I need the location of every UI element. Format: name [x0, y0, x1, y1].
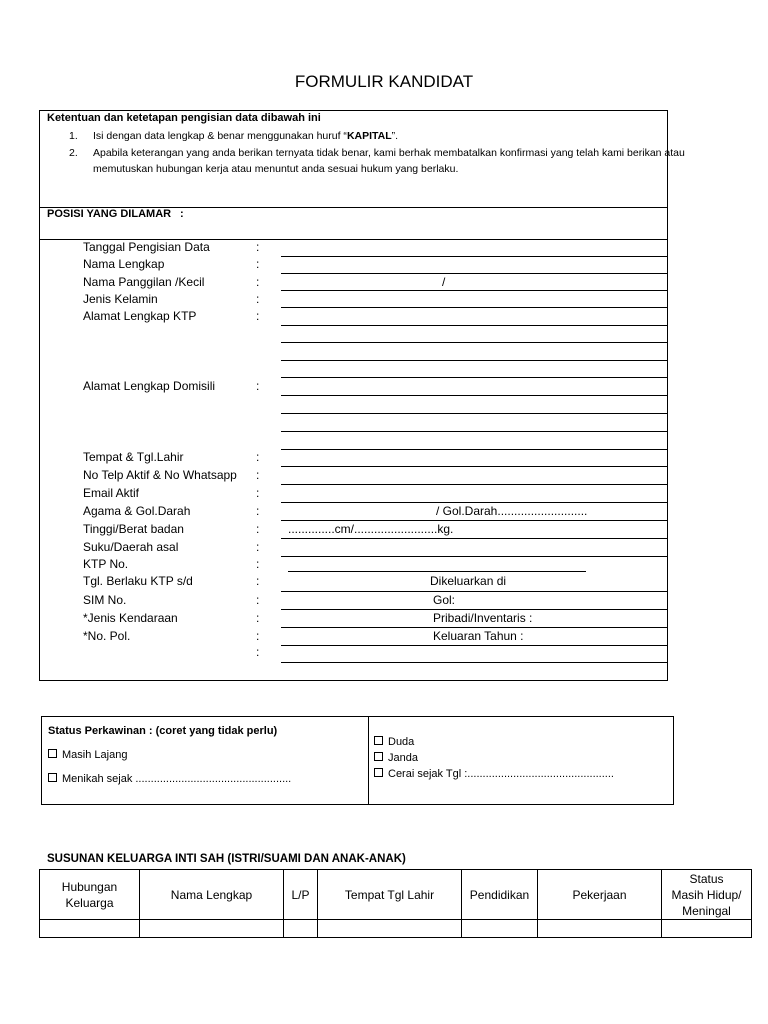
colon: : — [256, 292, 260, 306]
nama-panggilan-input[interactable] — [281, 290, 668, 291]
nama-panggilan-separator: / — [442, 275, 446, 289]
page-title: FORMULIR KANDIDAT — [294, 72, 474, 91]
keluaran-tahun-label: Keluaran Tahun : — [433, 629, 524, 643]
column-header-nama: Nama Lengkap — [140, 870, 284, 920]
colon: : — [256, 468, 260, 482]
alamat-ktp-input[interactable] — [281, 342, 668, 343]
label-no-pol: *No. Pol. — [83, 629, 131, 643]
option-janda[interactable]: Janda — [374, 752, 418, 764]
colon: : — [256, 593, 260, 607]
alamat-ktp-input[interactable] — [281, 360, 668, 361]
colon: : — [256, 309, 260, 323]
rules-heading: Ketentuan dan ketetapan pengisian data dibawah ini — [47, 112, 321, 124]
checkbox-icon — [374, 768, 383, 777]
colon: : — [256, 629, 260, 643]
email-input[interactable] — [281, 502, 668, 503]
table-cell[interactable] — [462, 920, 538, 938]
column-header-pendidikan: Pendidikan — [462, 870, 538, 920]
rule-number: 2. — [69, 147, 78, 159]
label-nama-lengkap: Nama Lengkap — [83, 257, 165, 271]
tgl-berlaku-ktp-input[interactable] — [281, 591, 668, 592]
label-jenis-kelamin: Jenis Kelamin — [83, 292, 158, 306]
column-header-tempat-tgl-lahir: Tempat Tgl Lahir — [318, 870, 462, 920]
alamat-ktp-input[interactable] — [281, 325, 668, 326]
table-cell[interactable] — [40, 920, 140, 938]
tinggi-berat-input[interactable] — [281, 538, 668, 539]
colon: : — [256, 504, 260, 518]
label-tempat-tgl-lahir: Tempat & Tgl.Lahir — [83, 450, 184, 464]
option-masih-lajang[interactable]: Masih Lajang — [48, 749, 127, 761]
position-colon: : — [180, 208, 184, 220]
table-cell[interactable] — [140, 920, 284, 938]
option-duda[interactable]: Duda — [374, 736, 414, 748]
label-no-telp: No Telp Aktif & No Whatsapp — [83, 468, 237, 482]
nama-lengkap-input[interactable] — [281, 273, 668, 274]
divider — [368, 717, 369, 804]
alamat-domisili-input[interactable] — [281, 449, 668, 450]
label-tanggal-pengisian: Tanggal Pengisian Data — [83, 240, 210, 254]
marital-status-heading: Status Perkawinan : (coret yang tidak perlu) — [48, 725, 278, 737]
option-cerai[interactable]: Cerai sejak Tgl :................................................ — [374, 768, 614, 780]
colon: : — [256, 611, 260, 625]
colon: : — [256, 645, 260, 659]
label-tinggi-berat: Tinggi/Berat badan — [83, 522, 184, 536]
jenis-kelamin-input[interactable] — [281, 307, 668, 308]
suku-input[interactable] — [281, 556, 668, 557]
alamat-ktp-input[interactable] — [281, 377, 668, 378]
label-alamat-ktp: Alamat Lengkap KTP — [83, 309, 197, 323]
label-alamat-domisili: Alamat Lengkap Domisili — [83, 379, 216, 393]
ktp-no-input[interactable] — [288, 571, 586, 572]
colon: : — [256, 240, 260, 254]
alamat-domisili-input[interactable] — [281, 413, 668, 414]
table-cell[interactable] — [538, 920, 662, 938]
no-telp-input[interactable] — [281, 484, 668, 485]
colon: : — [256, 275, 260, 289]
colon: : — [256, 540, 260, 554]
alamat-domisili-input[interactable] — [281, 395, 668, 396]
sim-gol-label: Gol: — [433, 593, 456, 607]
label-sim-no: SIM No. — [83, 593, 127, 607]
colon: : — [256, 486, 260, 500]
colon: : — [256, 450, 260, 464]
label-ktp-no: KTP No. — [83, 557, 129, 571]
table-header-row — [40, 870, 752, 920]
tempat-tgl-lahir-input[interactable] — [281, 466, 668, 467]
tinggi-berat-hint: ..............cm/.........................kg. — [288, 522, 454, 536]
position-label: POSISI YANG DILAMAR — [47, 208, 172, 220]
sim-no-input[interactable] — [281, 609, 668, 610]
tanggal-pengisian-input[interactable] — [281, 256, 668, 257]
option-menikah[interactable]: Menikah sejak ................................................... — [48, 773, 291, 785]
label-agama: Agama & Gol.Darah — [83, 504, 191, 518]
family-table — [39, 869, 752, 938]
column-header-status: Status Masih Hidup/ Meningal — [662, 870, 752, 920]
table-cell[interactable] — [318, 920, 462, 938]
family-heading: SUSUNAN KELUARGA INTI SAH (ISTRI/SUAMI DAN ANAK-ANAK) — [47, 853, 406, 865]
jenis-kendaraan-input[interactable] — [281, 627, 668, 628]
rule-item-2-line-1: Apabila keterangan yang anda berikan ternyata tidak benar, kami berhak membatalkan konfirmasi yang telah kami berikan atau — [93, 147, 685, 159]
label-suku: Suku/Daerah asal — [83, 540, 179, 554]
checkbox-icon — [374, 736, 383, 745]
colon: : — [256, 522, 260, 536]
colon: : — [256, 574, 260, 588]
table-cell[interactable] — [284, 920, 318, 938]
column-header-lp: L/P — [284, 870, 318, 920]
column-header-hubungan: Hubungan Keluarga — [40, 870, 140, 920]
colon: : — [256, 379, 260, 393]
label-jenis-kendaraan: *Jenis Kendaraan — [83, 611, 178, 625]
column-header-pekerjaan: Pekerjaan — [538, 870, 662, 920]
rule-number: 1. — [69, 130, 78, 142]
checkbox-icon — [48, 773, 57, 782]
agama-input[interactable] — [281, 520, 668, 521]
rule-item-1: Isi dengan data lengkap & benar menggunakan huruf “KAPITAL”. — [93, 130, 399, 142]
checkbox-icon — [374, 752, 383, 761]
dikeluarkan-di-label: Dikeluarkan di — [430, 574, 507, 588]
colon: : — [256, 557, 260, 571]
alamat-domisili-input[interactable] — [281, 431, 668, 432]
gol-darah-hint: / Gol.Darah........................... — [436, 504, 588, 518]
rule-item-2-line-2: memutuskan hubungan kerja atau menuntut anda sesuai hukum yang berlaku. — [93, 163, 459, 175]
table-cell[interactable] — [662, 920, 752, 938]
extra-input[interactable] — [281, 662, 668, 663]
table-row — [40, 920, 752, 938]
position-input[interactable] — [200, 206, 660, 224]
pribadi-inventaris-label: Pribadi/Inventaris : — [433, 611, 533, 625]
checkbox-icon — [48, 749, 57, 758]
colon: : — [256, 257, 260, 271]
label-email: Email Aktif — [83, 486, 140, 500]
label-nama-panggilan: Nama Panggilan /Kecil — [83, 275, 205, 289]
no-pol-input[interactable] — [281, 645, 668, 646]
label-tgl-berlaku-ktp: Tgl. Berlaku KTP s/d — [83, 574, 193, 588]
